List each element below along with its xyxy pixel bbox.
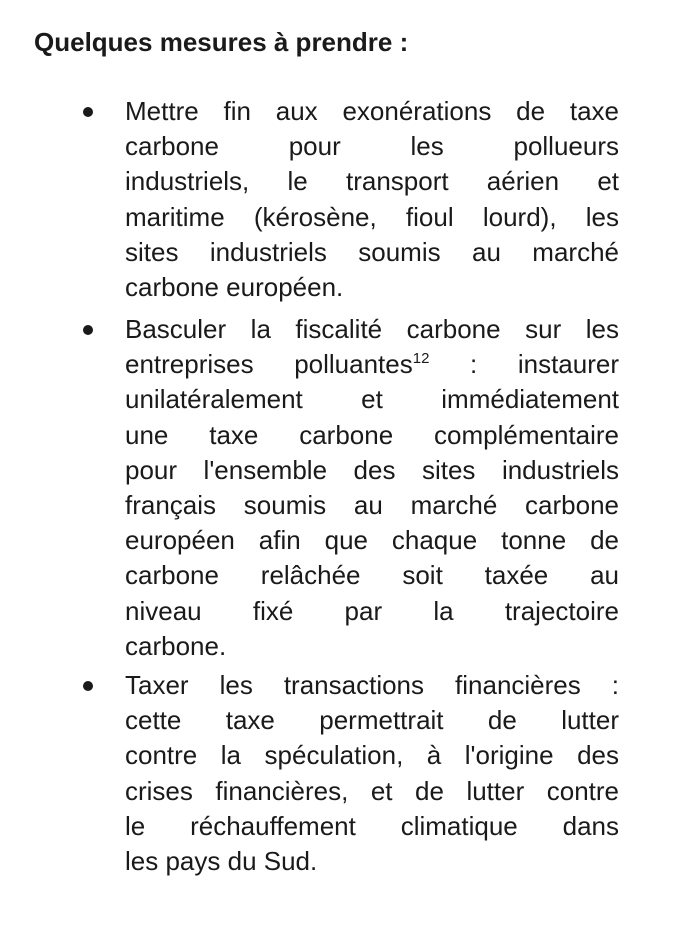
list-item-text: : instaurer bbox=[429, 349, 619, 380]
list-item-line: une taxe carbone complémentaire bbox=[125, 419, 619, 450]
list-item-line: industriels, le transport aérien et bbox=[125, 166, 619, 197]
list-item-line: Taxer les transactions financières : bbox=[125, 670, 619, 700]
list-item-line: le réchauffement climatique dans bbox=[125, 810, 619, 841]
list-item-line: maritime (kérosène, fioul lourd), les bbox=[125, 201, 619, 232]
list-item bbox=[125, 668, 619, 879]
list-item-line: niveau fixé par la trajectoire bbox=[125, 595, 619, 626]
list-item-line: les pays du Sud. bbox=[125, 845, 318, 876]
list-item-line-with-footnote bbox=[125, 347, 619, 382]
list-item-line: carbone européen. bbox=[125, 271, 344, 302]
list-item-line: carbone pour les pollueurs bbox=[125, 131, 619, 162]
footnote-reference[interactable]: 12 bbox=[412, 350, 430, 368]
list-item-line: français soumis au marché carbone bbox=[125, 489, 619, 520]
list-item-line: carbone. bbox=[125, 630, 227, 661]
list-item-line: Mettre fin aux exonérations de taxe bbox=[125, 96, 619, 126]
list-item-line: européen afin que chaque tonne de bbox=[125, 525, 619, 556]
list-item bbox=[125, 94, 619, 305]
list-item-line: crises financières, et de lutter contre bbox=[125, 775, 619, 806]
list-item-text: entreprises polluantes bbox=[125, 349, 413, 380]
list-item-line: contre la spéculation, à l'origine des bbox=[125, 740, 619, 771]
list-item-line: Basculer la fiscalité carbone sur les bbox=[125, 314, 619, 344]
bullet-icon bbox=[83, 681, 93, 691]
list-item-line: unilatéralement et immédiatement bbox=[125, 384, 619, 415]
bullet-icon bbox=[83, 325, 93, 335]
section-heading: Quelques mesures à prendre : bbox=[34, 27, 409, 57]
list-item-line: cette taxe permettrait de lutter bbox=[125, 705, 619, 736]
list-item-line: pour l'ensemble des sites industriels bbox=[125, 454, 619, 485]
bullet-icon bbox=[83, 107, 93, 117]
list-item-line: sites industriels soumis au marché bbox=[125, 236, 619, 267]
list-item-line: carbone relâchée soit taxée au bbox=[125, 560, 619, 591]
list-item bbox=[125, 312, 619, 664]
